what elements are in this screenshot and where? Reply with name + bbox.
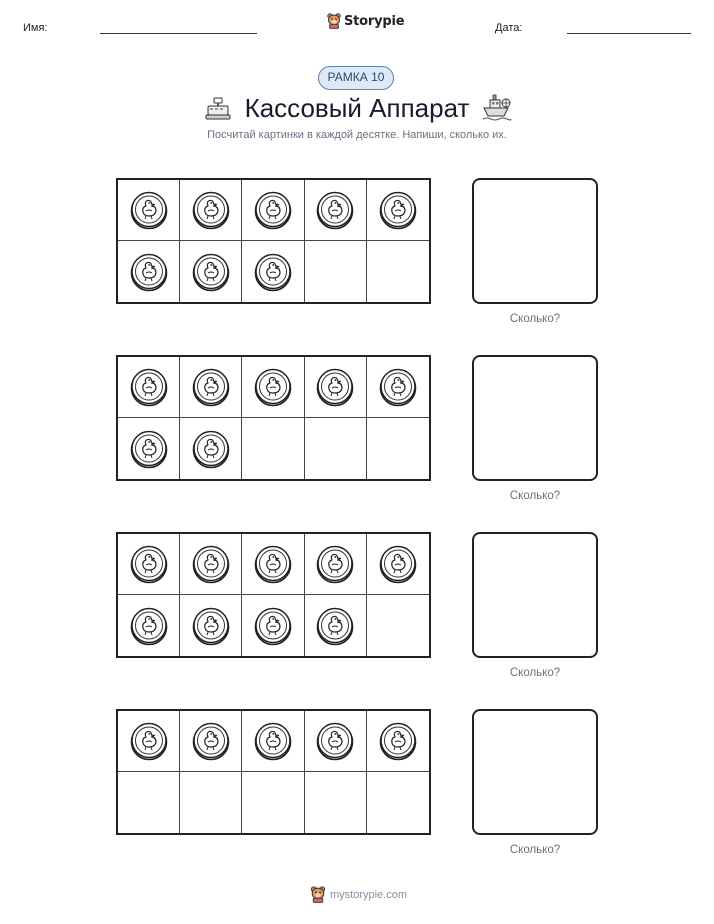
duck-coin-icon xyxy=(378,367,418,407)
frame-cell xyxy=(367,418,429,479)
duck-coin-icon xyxy=(253,367,293,407)
frame-cell xyxy=(118,772,180,833)
frame-cell xyxy=(367,772,429,833)
duck-coin-icon xyxy=(253,606,293,646)
duck-coin-icon xyxy=(129,252,169,292)
frame-cell xyxy=(305,180,367,241)
frame-cell xyxy=(242,595,304,656)
frame-cell xyxy=(242,772,304,833)
frame-cell xyxy=(305,241,367,302)
frame-cell xyxy=(118,534,180,595)
frame-cell xyxy=(367,180,429,241)
duck-coin-icon xyxy=(315,190,355,230)
duck-coin-icon xyxy=(191,252,231,292)
ten-frame-3 xyxy=(116,532,431,658)
frame-cell xyxy=(367,595,429,656)
frame-cell xyxy=(242,241,304,302)
frame-cell xyxy=(118,241,180,302)
ten-frame-1 xyxy=(116,178,431,304)
duck-coin-icon xyxy=(253,252,293,292)
frame-cell xyxy=(180,595,242,656)
footer xyxy=(310,886,407,903)
name-label: Имя: xyxy=(23,22,48,34)
frame-cell xyxy=(367,357,429,418)
answer-label-3: Сколько? xyxy=(509,667,561,679)
instructions: Посчитай картинки в каждой десятке. Напиши, сколько их. xyxy=(207,129,507,141)
page-title: Кассовый Аппарат xyxy=(244,93,470,123)
frame-cell xyxy=(305,772,367,833)
duck-coin-icon xyxy=(378,721,418,761)
frame-badge: РАМКА 10 xyxy=(318,66,394,90)
frame-cell xyxy=(305,357,367,418)
date-label: Дата: xyxy=(495,22,523,34)
frame-cell xyxy=(367,534,429,595)
answer-label-2: Сколько? xyxy=(509,490,561,502)
frame-cell xyxy=(118,595,180,656)
duck-coin-icon xyxy=(191,190,231,230)
duck-coin-icon xyxy=(191,429,231,469)
frame-cell xyxy=(242,534,304,595)
frame-cell xyxy=(118,711,180,772)
duck-coin-icon xyxy=(378,544,418,584)
frame-cell xyxy=(305,711,367,772)
frame-cell xyxy=(180,418,242,479)
brand-name: Storypie xyxy=(344,13,405,29)
duck-coin-icon xyxy=(253,721,293,761)
duck-coin-icon xyxy=(315,606,355,646)
frame-cell xyxy=(242,418,304,479)
toy-boat-icon xyxy=(482,94,512,122)
duck-coin-icon xyxy=(191,367,231,407)
frame-cell xyxy=(305,534,367,595)
storypie-bear-logo-icon xyxy=(327,13,341,29)
ten-frame-4 xyxy=(116,709,431,835)
duck-coin-icon xyxy=(191,544,231,584)
frame-cell xyxy=(242,180,304,241)
ten-frame-2 xyxy=(116,355,431,481)
frame-cell xyxy=(242,357,304,418)
answer-label-1: Сколько? xyxy=(509,313,561,325)
frame-cell xyxy=(180,357,242,418)
frame-cell xyxy=(367,711,429,772)
date-line[interactable] xyxy=(567,33,691,34)
duck-coin-icon xyxy=(129,606,169,646)
frame-cell xyxy=(180,772,242,833)
duck-coin-icon xyxy=(129,544,169,584)
frame-cell xyxy=(367,241,429,302)
answer-label-4: Сколько? xyxy=(509,844,561,856)
frame-cell xyxy=(305,418,367,479)
duck-coin-icon xyxy=(191,721,231,761)
frame-cell xyxy=(118,180,180,241)
frame-cell xyxy=(180,241,242,302)
frame-cell xyxy=(180,711,242,772)
frame-cell xyxy=(118,418,180,479)
name-line[interactable] xyxy=(100,33,257,34)
answer-box-3[interactable] xyxy=(472,532,598,658)
duck-coin-icon xyxy=(129,367,169,407)
duck-coin-icon xyxy=(378,190,418,230)
frame-cell xyxy=(242,711,304,772)
frame-cell xyxy=(180,180,242,241)
frame-cell xyxy=(180,534,242,595)
duck-coin-icon xyxy=(253,544,293,584)
frame-cell xyxy=(305,595,367,656)
duck-coin-icon xyxy=(129,721,169,761)
storypie-bear-logo-icon xyxy=(310,886,326,903)
duck-coin-icon xyxy=(315,367,355,407)
brand-logo xyxy=(327,13,404,29)
footer-url: mystorypie.com xyxy=(330,888,408,901)
duck-coin-icon xyxy=(315,721,355,761)
duck-coin-icon xyxy=(191,606,231,646)
answer-box-4[interactable] xyxy=(472,709,598,835)
answer-box-1[interactable] xyxy=(472,178,598,304)
duck-coin-icon xyxy=(315,544,355,584)
frame-cell xyxy=(118,357,180,418)
duck-coin-icon xyxy=(129,429,169,469)
answer-box-2[interactable] xyxy=(472,355,598,481)
duck-coin-icon xyxy=(253,190,293,230)
duck-coin-icon xyxy=(129,190,169,230)
